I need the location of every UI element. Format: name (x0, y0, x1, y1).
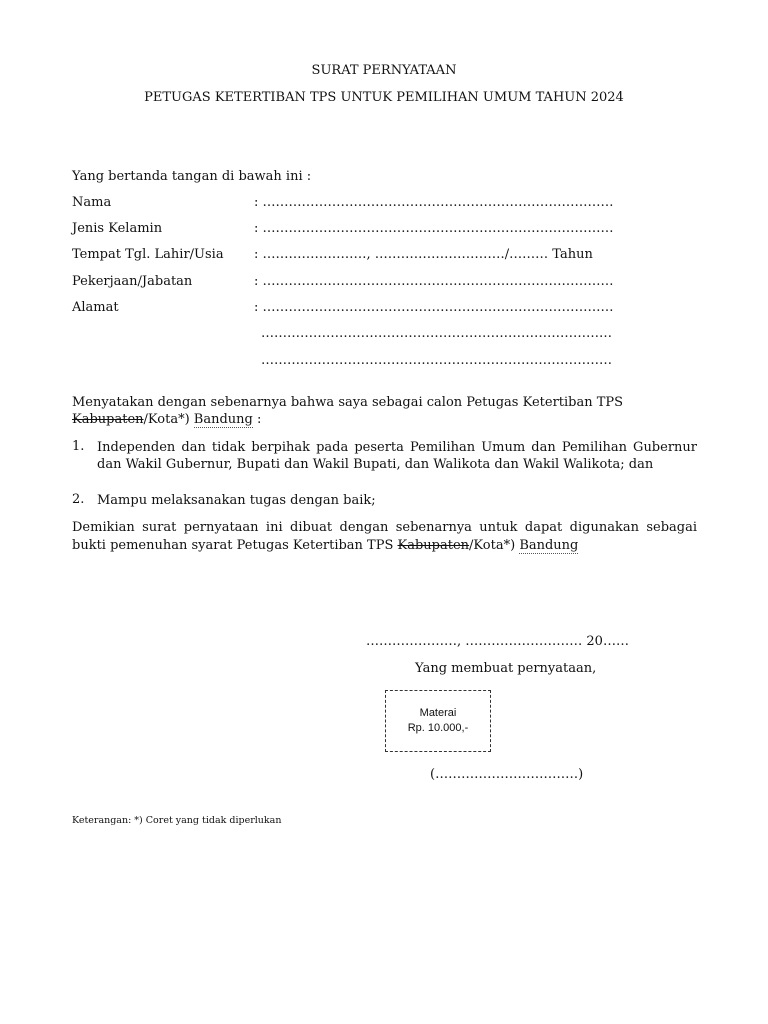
place-date-line: …………………, ……………………… 20…… (366, 634, 629, 649)
closing-struck-kabupaten: Kabupaten (397, 537, 470, 553)
footnote: Keterangan: *) Coret yang tidak diperlukan (72, 815, 282, 826)
stamp-label: Materai (419, 707, 457, 719)
closing-city: Bandung (519, 537, 579, 553)
field-label-nama: Nama (72, 195, 112, 210)
statement-colon: : (252, 412, 262, 427)
field-value-jenis-kelamin: : ……………………………………………………………………… (254, 221, 614, 236)
item-number-2: 2. (72, 492, 85, 507)
address-line-3: ……………………………………………………………………… (261, 353, 612, 368)
field-value-alamat: : ……………………………………………………………………… (254, 300, 614, 315)
document-title: SURAT PERNYATAAN (311, 63, 457, 78)
closing-kota: /Kota*) (469, 537, 516, 553)
statement-line-2 (72, 412, 261, 427)
signer-name-line: (……………………………) (430, 767, 584, 782)
statement-kota: /Kota*) (143, 412, 194, 427)
field-value-nama: : ……………………………………………………………………… (254, 195, 614, 210)
document-subtitle: PETUGAS KETERTIBAN TPS UNTUK PEMILIHAN UMUM TAHUN 2024 (144, 90, 624, 105)
statement-city: Bandung (193, 412, 253, 427)
field-label-pekerjaan: Pekerjaan/Jabatan (72, 274, 193, 289)
field-value-ttl: : ……………………, …………………………/……… Tahun (254, 247, 593, 262)
item-number-1: 1. (72, 439, 85, 454)
address-line-2: ……………………………………………………………………… (261, 326, 612, 341)
closing-paragraph (72, 519, 697, 554)
statement-line-1: Menyatakan dengan sebenarnya bahwa saya sebagai calon Petugas Ketertiban TPS (72, 395, 624, 410)
closing-text: Demikian surat pernyataan ini dibuat dengan sebenarnya untuk dapat digunakan sebagai bukti pemenuhan syarat Petugas Ketertiban TPS (72, 520, 697, 553)
field-label-jenis-kelamin: Jenis Kelamin (72, 221, 163, 236)
field-label-ttl: Tempat Tgl. Lahir/Usia (72, 247, 224, 262)
field-label-alamat: Alamat (72, 300, 119, 315)
field-value-pekerjaan: : ……………………………………………………………………… (254, 274, 614, 289)
stamp-amount: Rp. 10.000,- (407, 722, 469, 734)
materai-stamp-box (385, 690, 491, 752)
intro-text: Yang bertanda tangan di bawah ini : (72, 169, 312, 184)
maker-label: Yang membuat pernyataan, (415, 661, 597, 676)
item-text-1: Independen dan tidak berpihak pada peserta Pemilihan Umum dan Pemilihan Gubernur dan Wakil Gubernur, Bupati dan Wakil Bupati, dan Walikota dan Wakil Walikota; dan (97, 440, 697, 472)
struck-kabupaten: Kabupaten (72, 412, 144, 427)
item-text-2: Mampu melaksanakan tugas dengan baik; (97, 493, 376, 508)
